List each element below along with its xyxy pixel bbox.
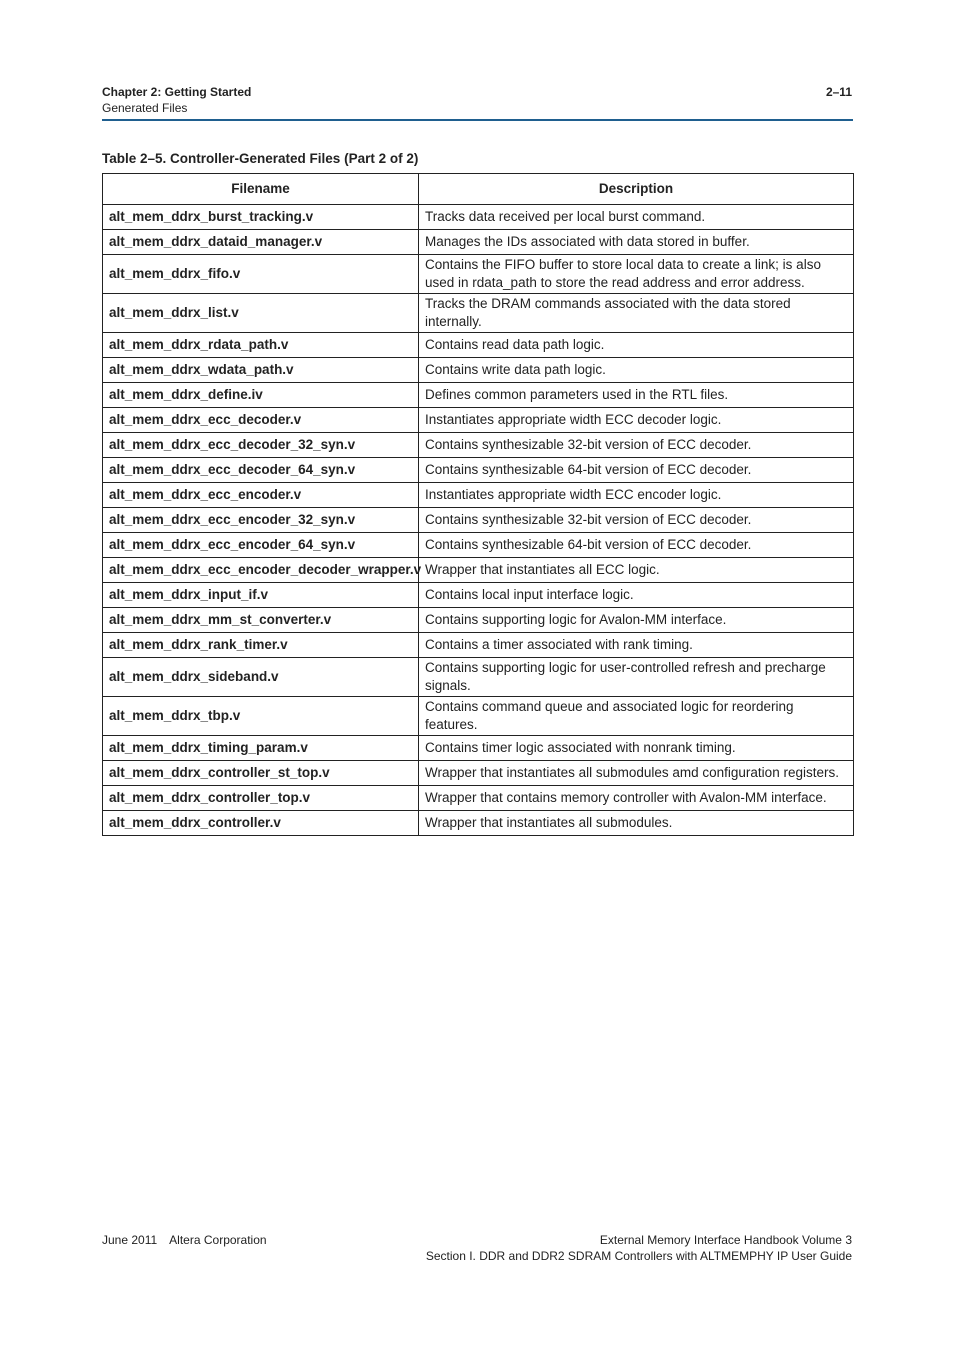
table-row [103,558,854,583]
filename-cell: alt_mem_ddrx_tbp.v [103,697,419,736]
column-header-filename: Filename [103,174,419,205]
table-row [103,433,854,458]
footer-section-title: Section I. DDR and DDR2 SDRAM Controllers with ALTMEMPHY IP User Guide [425,1249,852,1263]
description-cell: Contains synthesizable 32-bit version of ECC decoder. [419,508,854,533]
description-cell: Wrapper that instantiates all submodules. [419,811,854,836]
filename-cell: alt_mem_ddrx_controller_top.v [103,786,419,811]
description-cell: Wrapper that instantiates all submodules amd configuration registers. [419,761,854,786]
filename-cell: alt_mem_ddrx_ecc_encoder.v [103,483,419,508]
description-cell: Defines common parameters used in the RTL files. [419,383,854,408]
description-cell: Contains synthesizable 64-bit version of ECC decoder. [419,533,854,558]
controller-files-table [102,173,854,836]
filename-cell: alt_mem_ddrx_fifo.v [103,255,419,294]
filename-cell: alt_mem_ddrx_timing_param.v [103,736,419,761]
table-row [103,383,854,408]
section-title: Generated Files [102,101,188,115]
filename-cell: alt_mem_ddrx_ecc_encoder_64_syn.v [103,533,419,558]
filename-cell: alt_mem_ddrx_rdata_path.v [103,333,419,358]
filename-cell: alt_mem_ddrx_wdata_path.v [103,358,419,383]
table-row [103,333,854,358]
filename-cell: alt_mem_ddrx_ecc_decoder.v [103,408,419,433]
description-cell: Tracks the DRAM commands associated with the data stored internally. [419,294,854,333]
table-row [103,633,854,658]
description-cell: Contains command queue and associated logic for reordering features. [419,697,854,736]
table-row [103,533,854,558]
description-cell: Manages the IDs associated with data stored in buffer. [419,230,854,255]
filename-cell: alt_mem_ddrx_mm_st_converter.v [103,608,419,633]
filename-cell: alt_mem_ddrx_ecc_encoder_decoder_wrapper.v [103,558,419,583]
table-row [103,608,854,633]
table-row [103,508,854,533]
table-row [103,255,854,294]
table-row [103,583,854,608]
filename-cell: alt_mem_ddrx_dataid_manager.v [103,230,419,255]
table-row [103,294,854,333]
footer-handbook-title: External Memory Interface Handbook Volume 3 [599,1233,852,1247]
description-cell: Instantiates appropriate width ECC decoder logic. [419,408,854,433]
table-row [103,658,854,697]
description-cell: Tracks data received per local burst command. [419,205,854,230]
description-cell: Contains synthesizable 32-bit version of ECC decoder. [419,433,854,458]
description-cell: Contains supporting logic for Avalon-MM interface. [419,608,854,633]
page-header-left [102,84,251,116]
description-cell: Contains read data path logic. [419,333,854,358]
description-cell: Instantiates appropriate width ECC encoder logic. [419,483,854,508]
table-row [103,736,854,761]
table-caption: Table 2–5. Controller-Generated Files (Part 2 of 2) [102,151,419,166]
description-cell: Contains timer logic associated with nonrank timing. [419,736,854,761]
footer-company: Altera Corporation [169,1233,267,1247]
description-cell: Contains write data path logic. [419,358,854,383]
filename-cell: alt_mem_ddrx_list.v [103,294,419,333]
description-cell: Contains supporting logic for user-controlled refresh and precharge signals. [419,658,854,697]
table-row [103,230,854,255]
table-row [103,761,854,786]
chapter-title: Chapter 2: Getting Started [102,85,252,99]
filename-cell: alt_mem_ddrx_burst_tracking.v [103,205,419,230]
column-header-description: Description [419,174,854,205]
filename-cell: alt_mem_ddrx_sideband.v [103,658,419,697]
table-row [103,811,854,836]
table-row [103,786,854,811]
filename-cell: alt_mem_ddrx_define.iv [103,383,419,408]
table-row [103,358,854,383]
table-row [103,458,854,483]
table-row [103,483,854,508]
description-cell: Contains a timer associated with rank timing. [419,633,854,658]
description-cell: Wrapper that instantiates all ECC logic. [419,558,854,583]
table-header-row [103,174,854,205]
filename-cell: alt_mem_ddrx_input_if.v [103,583,419,608]
description-cell: Contains the FIFO buffer to store local data to create a link; is also used in rdata_path to store the read address and error address. [419,255,854,294]
page-number: 2–11 [825,85,852,99]
page-footer-right [426,1232,852,1264]
filename-cell: alt_mem_ddrx_rank_timer.v [103,633,419,658]
filename-cell: alt_mem_ddrx_ecc_encoder_32_syn.v [103,508,419,533]
description-cell: Wrapper that contains memory controller with Avalon-MM interface. [419,786,854,811]
filename-cell: alt_mem_ddrx_ecc_decoder_32_syn.v [103,433,419,458]
table-row [103,697,854,736]
header-rule [102,119,853,121]
filename-cell: alt_mem_ddrx_ecc_decoder_64_syn.v [103,458,419,483]
filename-cell: alt_mem_ddrx_controller.v [103,811,419,836]
footer-date: June 2011 [102,1233,158,1247]
description-cell: Contains local input interface logic. [419,583,854,608]
description-cell: Contains synthesizable 64-bit version of ECC decoder. [419,458,854,483]
page-footer-left [102,1232,267,1248]
table-row [103,408,854,433]
table-row [103,205,854,230]
filename-cell: alt_mem_ddrx_controller_st_top.v [103,761,419,786]
